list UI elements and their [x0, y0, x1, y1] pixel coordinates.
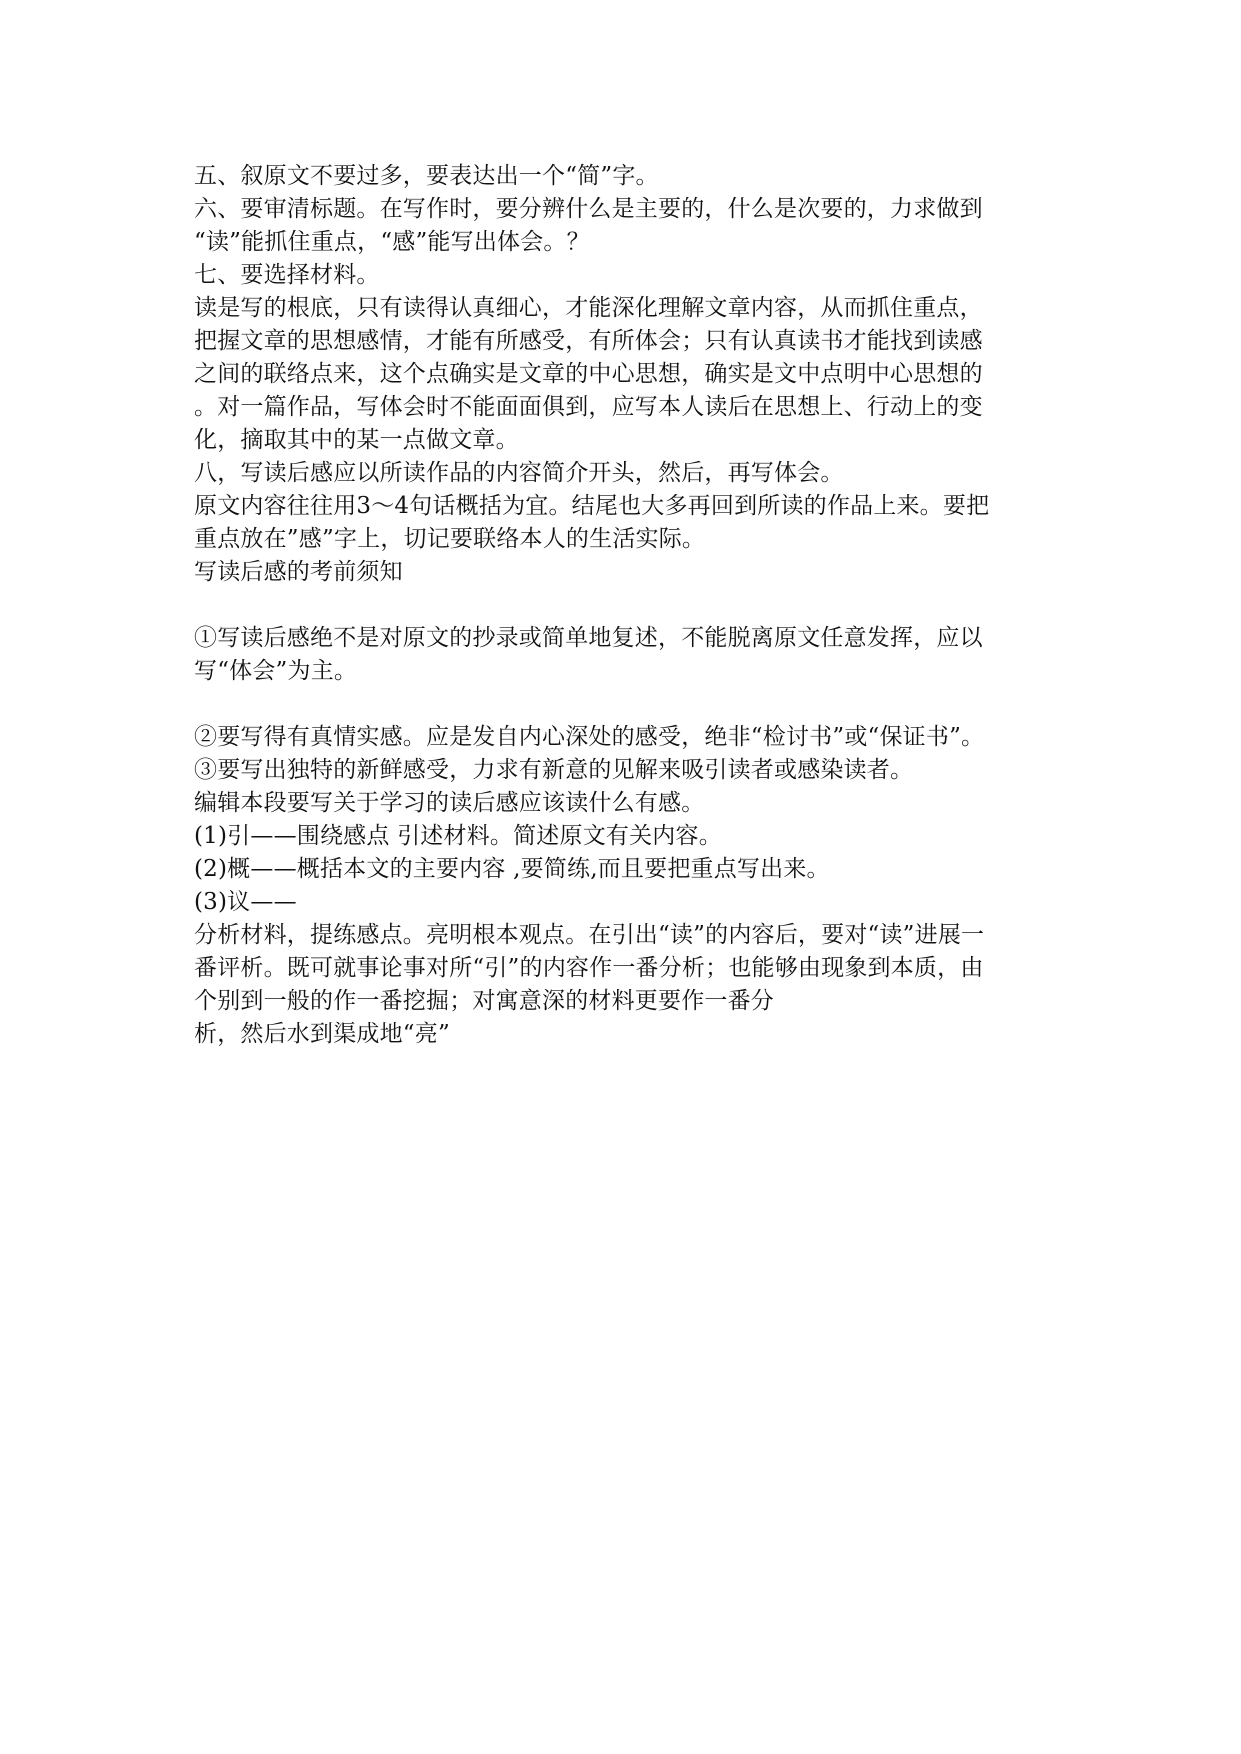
text-line: 番评析。既可就事论事对所“引”的内容作一番分析；也能够由现象到本质，由 [194, 955, 984, 981]
text-line: 原文内容往往用3～4句话概括为宜。结尾也大多再回到所读的作品上来。要把 [194, 493, 990, 519]
text-line: 写读后感的考前须知 [194, 559, 403, 585]
text-line: 七、要选择材料。 [194, 262, 380, 288]
blank-line [194, 688, 1054, 721]
text-line: 。对一篇作品，写体会时不能面面俱到，应写本人读后在思想上、行动上的变 [194, 394, 983, 420]
text-line: 重点放在”感”字上，切记要联络本人的生活实际。 [194, 526, 706, 552]
text-line: 化，摘取其中的某一点做文章。 [194, 427, 519, 453]
text-line: ①写读后感绝不是对原文的抄录或简单地复述，不能脱离原文任意发挥，应以 [194, 625, 983, 651]
text-line: ③要写出独特的新鲜感受，力求有新意的见解来吸引读者或感染读者。 [194, 757, 914, 783]
text-line: 个别到一般的作一番挖掘；对寓意深的材料更要作一番分 [194, 988, 774, 1014]
text-line: “读”能抓住重点，“感”能写出体会。？ [194, 229, 590, 255]
text-line: 读是写的根底，只有读得认真细心，才能深化理解文章内容，从而抓住重点， [194, 295, 983, 321]
text-line: 六、要审清标题。在写作时，要分辨什么是主要的，什么是次要的，力求做到 [194, 196, 983, 222]
text-line: (1)引——围绕感点 引述材料。简述原文有关内容。 [194, 823, 722, 849]
text-line: 之间的联络点来，这个点确实是文章的中心思想，确实是文中点明中心思想的 [194, 361, 983, 387]
text-line: 析，然后水到渠成地“亮” [194, 1021, 450, 1047]
blank-line [194, 589, 1054, 622]
text-line: ②要写得有真情实感。应是发自内心深处的感受，绝非“检讨书”或“保证书”。 [194, 724, 985, 750]
text-line: 写“体会”为主。 [194, 658, 358, 684]
text-line: 分析材料，提练感点。亮明根本观点。在引出“读”的内容后，要对“读”进展一 [194, 922, 985, 948]
text-line: (2)概——概括本文的主要内容 ,要简练,而且要把重点写出来。 [194, 856, 830, 882]
text-line: (3)议—— [194, 889, 297, 915]
text-line: 编辑本段要写关于学习的读后感应该读什么有感。 [194, 790, 705, 816]
document-body [194, 160, 1054, 1051]
text-line: 把握文章的思想感情，才能有所感受，有所体会；只有认真读书才能找到读感 [194, 328, 983, 354]
text-line: 五、叙原文不要过多，要表达出一个“简”字。 [194, 163, 659, 189]
text-line: 八，写读后感应以所读作品的内容简介开头，然后，再写体会。 [194, 460, 844, 486]
